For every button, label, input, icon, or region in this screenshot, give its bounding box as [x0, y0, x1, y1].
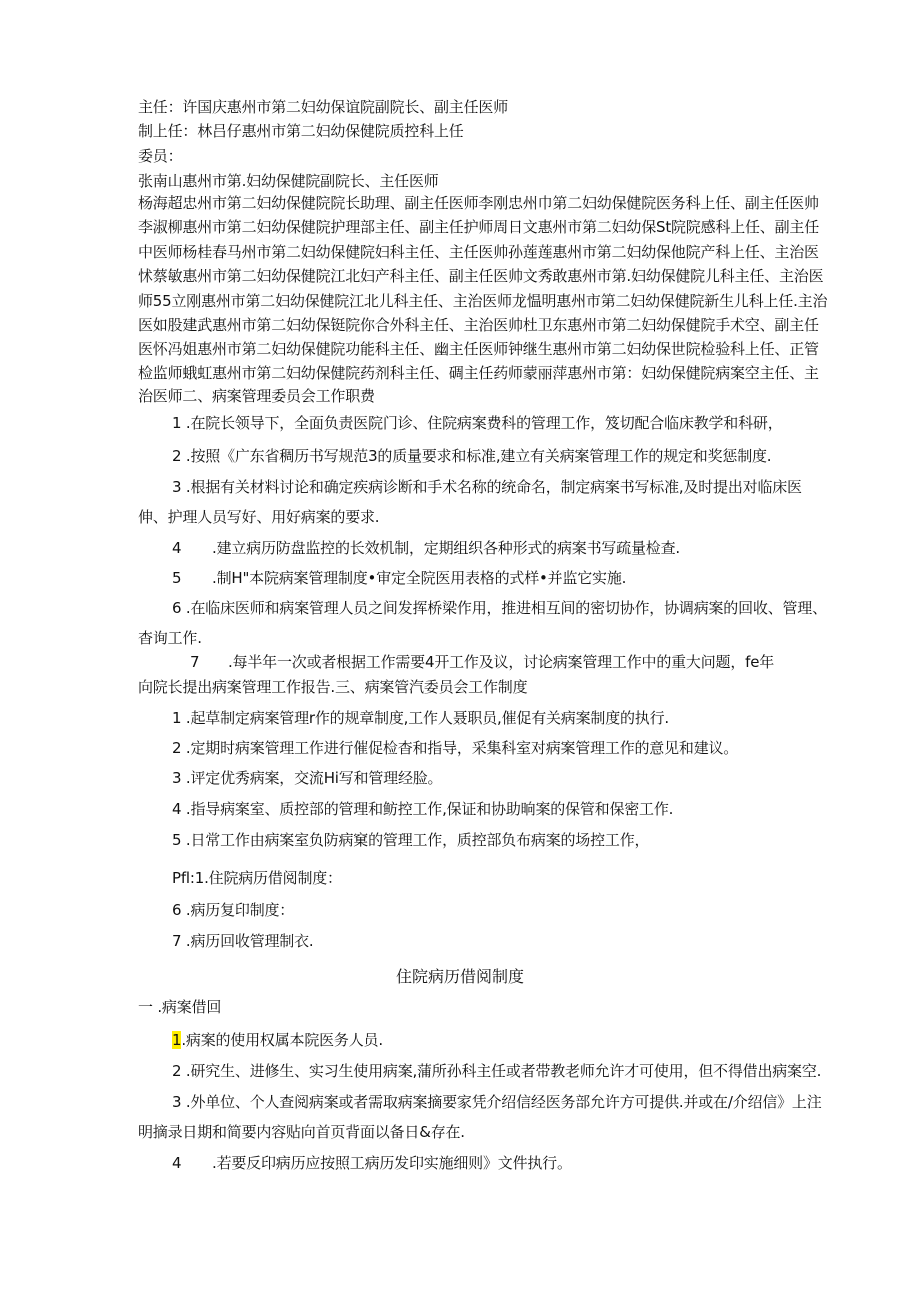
member-line: 杨海超忠州市第二妇幼保健院院长助理、副主任医师李刚忠州巾第二妇幼保健院医务科上任、副主任医帅 [138, 194, 819, 212]
duty-item [172, 413, 783, 433]
rule-num: 4 [172, 800, 182, 818]
duty-num: 2 [172, 447, 182, 465]
attachment-num: 6 [172, 901, 182, 919]
duty-text: .建立病历防盘监控的长效机制，定期组织各种形式的病案书写疏量检查. [212, 539, 680, 557]
committee-director: 主任：许国庆惠州市第二妇幼保谊院副院长、副主任医师 [138, 98, 509, 116]
duty-num: 4 [172, 539, 182, 557]
section-title: 住院病历借阅制度 [395, 967, 524, 986]
duty-text: .根据有关材料讨论和确定疾病诊断和手术名称的统命名，制定病案书写标准,及时提出对临床医 [185, 478, 802, 496]
member-line: 医怀冯姐惠州市第二妇幼保健院功能科主任、幽主任医师钟继生惠州市第二妇幼保世院检验科上任、正管 [138, 340, 819, 358]
duty-item [190, 652, 774, 672]
duty-item [172, 598, 827, 618]
rule-text: .指导病案室、质控部的管理和鲂控工作,保证和协助晌案的保管和保密工作. [185, 800, 674, 818]
attachment-item [172, 900, 294, 920]
rule-item [172, 708, 669, 728]
rule-text: .起草制定病案管理r作的规章制度,工作人聂职员,催促有关病案制度的执行. [185, 709, 669, 727]
duty-item [172, 446, 771, 466]
section-item [172, 1061, 821, 1081]
member-line: 医如股建武惠州市第二妇幼保铤院你合外科主任、主治医帅杜卫东惠州市第二妇幼保健院手术空、副主任 [138, 316, 819, 334]
attachment-text: .病历复印制度： [185, 901, 295, 919]
rule-item [172, 738, 738, 758]
duty-text-cont: 杳询工作. [138, 629, 202, 647]
section-text: .若要反印病历应按照工病历发印实施细则》文件执行。 [212, 1154, 572, 1172]
duty-num: 3 [172, 478, 182, 496]
rule-num: 1 [172, 709, 182, 727]
member-line: 李淑柳惠州市第二妇幼保健院护理部主任、副主任护师周日文惠州市第二妇幼保St院院感科上任、副主任 [138, 218, 820, 236]
duty-item [172, 477, 802, 497]
duty-text-cont: 向院长提出病案管理工作报告.三、病案管汽委员会工作制度 [138, 678, 528, 696]
section-num-highlighted: 1 [172, 1031, 182, 1049]
duty-text: .在院长领导下，全面负责医院门诊、住院病案费科的管理工作，笈切配合临床教学和科研， [185, 414, 783, 432]
section-num: 4 [172, 1154, 182, 1172]
rule-item [172, 799, 673, 819]
committee-deputy: 制上任：林吕仔惠州市第二妇幼保健院质控科上任 [138, 122, 464, 140]
attachment-item [172, 931, 313, 951]
section-num: 2 [172, 1062, 182, 1080]
section-num: 3 [172, 1093, 182, 1111]
attachment-num: 7 [172, 932, 182, 950]
duty-text: .按照《广东省稠历书写规范3的质量要求和标准,建立有关病案管理工作的规定和奖惩制度. [185, 447, 772, 465]
section-text-cont: 明摘录日期和简要内容贴向首页背面以备日&存在. [138, 1123, 465, 1141]
member-line: 师55立刚惠州市第二妇幼保健院江北儿科主任、主治医师龙愠明惠州市第二妇幼保健院新生儿科上任.主治 [138, 292, 828, 310]
attachment-first: Pfl:1.住院病历借阅制度： [172, 869, 342, 887]
rule-num: 3 [172, 769, 182, 787]
duty-text: .在临床医师和病案管理人员之间发挥桥梁作用，推进相互间的密切协作，协调病案的回收、管理、 [185, 599, 827, 617]
duty-num: 7 [190, 653, 200, 671]
member-line: 中医师杨桂春马州市第二妇幼保健院妇科主任、主任医帅孙莲莲惠州市第二妇幼保他院产科上任、主治医 [138, 243, 819, 261]
rule-text: .定期时病案管理工作进行催促检杳和指导，采集科室对病案管理工作的意见和建议。 [185, 739, 739, 757]
duty-num: 5 [172, 569, 182, 587]
section-text: .研究生、进修生、实习生使用病案,蒲所孙科主任或者带教老师允许才可使用，但不得借出病案空. [185, 1062, 822, 1080]
committee-members-label: 委员： [138, 147, 183, 165]
section-text: .外单位、个人查阅病案或者需取病案摘要家凭介绍信经医务部允许方可提供.并或在/介绍信》上注 [185, 1093, 822, 1111]
section-item [172, 1092, 822, 1112]
attachment-text: .病历回收管理制衣. [185, 932, 314, 950]
rule-num: 5 [172, 831, 182, 849]
member-line: 治医师二、病案管理委员会工作职费 [138, 387, 375, 405]
duty-text: .制H"本院病案管理制度•审定全院医用表格的式样•并监它实施. [212, 569, 627, 587]
section-item [172, 1030, 383, 1050]
rule-item [172, 830, 649, 850]
duty-num: 1 [172, 414, 182, 432]
duty-item [172, 538, 680, 558]
rule-item [172, 768, 442, 788]
section-text: .病案的使用权属本院医务人员. [181, 1031, 383, 1049]
member-line: 怵蔡敏惠州市第二妇幼保健院江北妇产科主任、副主任医帅文秀敢惠州市第.妇幼保健院儿科主任、主治医 [138, 267, 824, 285]
duty-text: .每半年一次或者根据工作需要4开工作及议，讨论病案管理工作中的重大问题，fe年 [228, 653, 775, 671]
member-line: 张南山惠州市第.妇幼保健院副院长、主任医师 [138, 172, 439, 190]
rule-text: .日常工作由病案室负防病窠的管理工作，质控部负布病案的场控工作， [185, 831, 650, 849]
duty-num: 6 [172, 599, 182, 617]
duty-text-cont: 伸、护理人员写好、用好病案的要求. [138, 508, 380, 526]
section-heading: 一 .病案借回 [138, 998, 222, 1016]
rule-text: .评定优秀病案，交流Hi写和管理经脸。 [185, 769, 443, 787]
rule-num: 2 [172, 739, 182, 757]
member-line: 检监师蛾虹惠州市第二妇幼保健院药剂科主任、碉主任药师蒙丽萍惠州市第：妇幼保健院病案空主任、主 [138, 364, 819, 382]
duty-item [172, 568, 626, 588]
section-item [172, 1153, 572, 1173]
